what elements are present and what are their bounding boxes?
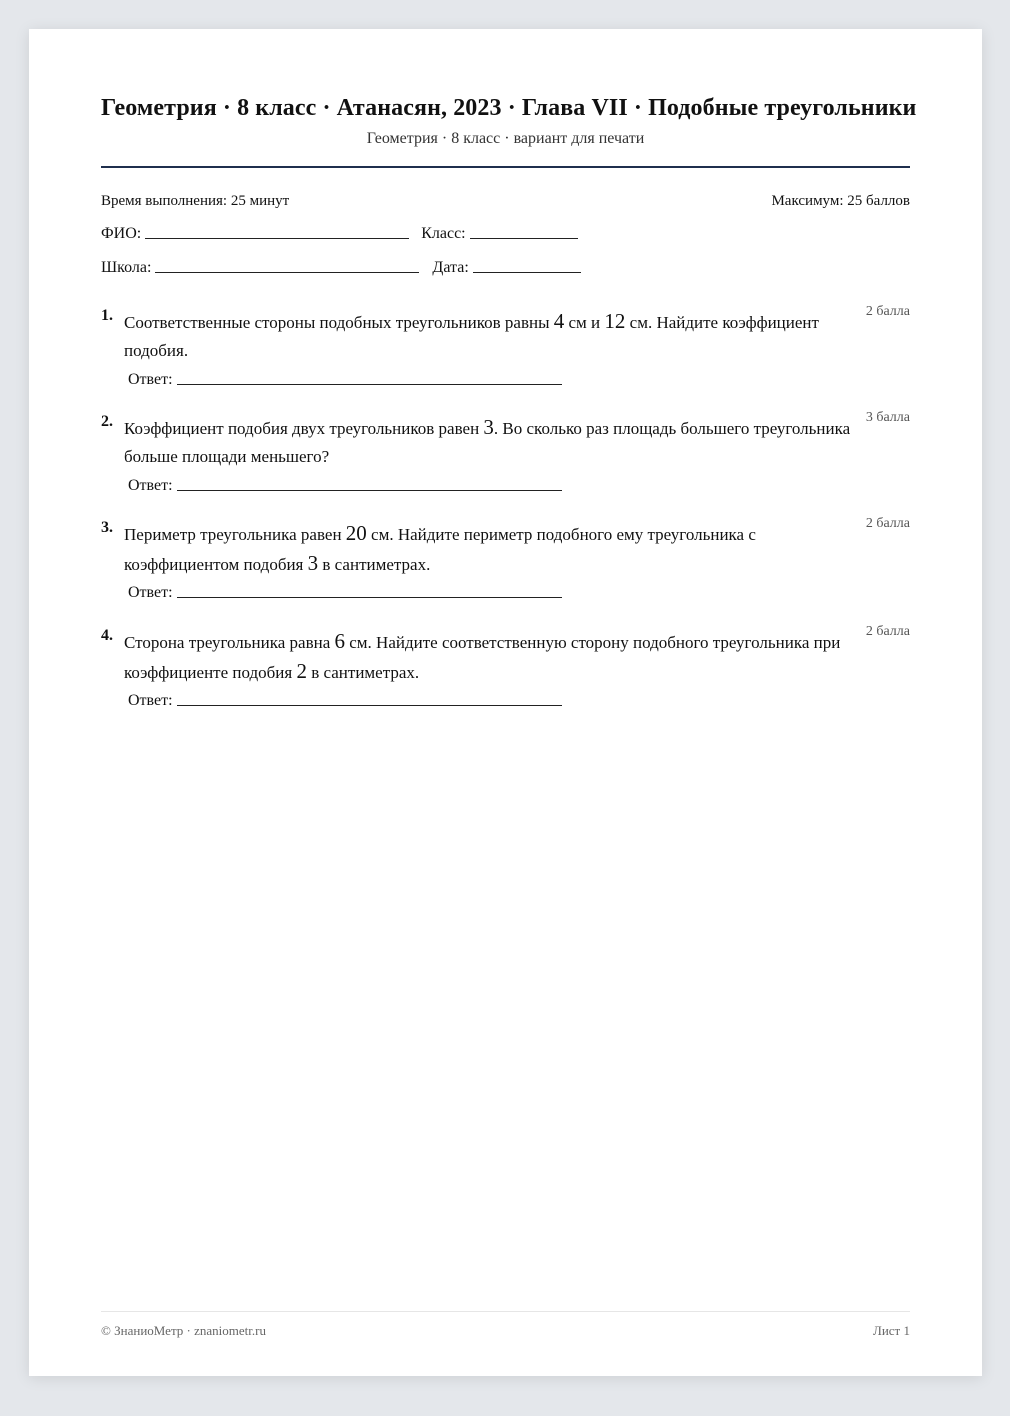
task-text-part: см и [564,313,605,332]
task-points: 2 балла [865,516,910,531]
task-text-part: Соответственные стороны подобных треугольников равны [124,313,554,332]
task-text-part: см. Найдите коэффициент подобия. [124,313,819,360]
task-points: 2 балла [865,304,910,319]
school-label: Школа: [101,259,152,276]
task-text [124,413,859,471]
page-footer [101,1323,910,1339]
task-number-value: 12 [604,309,626,333]
task-text-part: в сантиметрах. [318,555,431,574]
task-text [124,627,859,687]
task-points: 2 балла [865,624,910,639]
school-date-row [101,259,581,277]
task-number-value: 4 [553,309,565,333]
page-title: Геометрия · 8 класс · Атанасян, 2023 · Глава VII · Подобные треугольники [101,95,917,121]
task-text [124,307,859,365]
task-number-value: 2 [296,659,307,683]
answer-label: Ответ: [128,477,173,494]
answer-row [128,692,562,710]
task-number-value: 20 [345,521,367,545]
footer-divider [101,1311,910,1312]
header-divider [101,166,910,168]
page-number: Лист 1 [873,1323,910,1338]
task-number: 1. [101,307,113,324]
answer-label: Ответ: [128,371,173,388]
answer-label: Ответ: [128,584,173,601]
footer-copyright: © ЗнаниоМетр · znaniometr.ru [101,1323,266,1338]
task-number: 3. [101,519,113,536]
name-label: ФИО: [101,225,142,242]
task-text-part: Сторона треугольника равна [124,633,335,652]
answer-row [128,371,562,389]
answer-field[interactable] [177,489,562,491]
worksheet-page [29,29,982,1376]
answer-label: Ответ: [128,692,173,709]
task-text-part: Периметр треугольника равен [124,525,346,544]
page-subtitle: Геометрия · 8 класс · вариант для печати [366,130,645,147]
task-text-part: Коэффициент подобия двух треугольников равен [124,419,484,438]
name-field[interactable] [145,237,409,239]
answer-row [128,477,562,495]
date-label: Дата: [432,259,469,276]
class-label: Класс: [421,225,466,242]
name-class-row [101,225,578,243]
task-points: 3 балла [865,410,910,425]
task-text-part: см. Найдите соответственную сторону подобного треугольника при коэффициенте подобия [124,633,841,682]
answer-row [128,584,562,602]
task-text-part: в сантиметрах. [306,663,420,682]
max-score: Максимум: 25 баллов [771,193,910,209]
answer-field[interactable] [177,704,562,706]
class-field[interactable] [470,237,578,239]
task-number-value: 3 [307,551,319,575]
answer-field[interactable] [177,383,562,385]
task-number: 4. [101,627,113,644]
time-limit: Время выполнения: 25 минут [101,193,290,209]
answer-field[interactable] [177,596,562,598]
task-text-part: см. Найдите периметр подобного ему треугольника с коэффициентом подобия [124,525,756,574]
meta-row [101,193,910,210]
task-number-value: 6 [334,629,345,653]
task-number: 2. [101,413,113,430]
date-field[interactable] [473,271,581,273]
school-field[interactable] [155,271,419,273]
task-text [124,519,859,579]
task-number-value: 3 [483,415,494,439]
task-text-part: . Во сколько раз площадь большего треугольника больше площади меньшего? [124,419,851,466]
